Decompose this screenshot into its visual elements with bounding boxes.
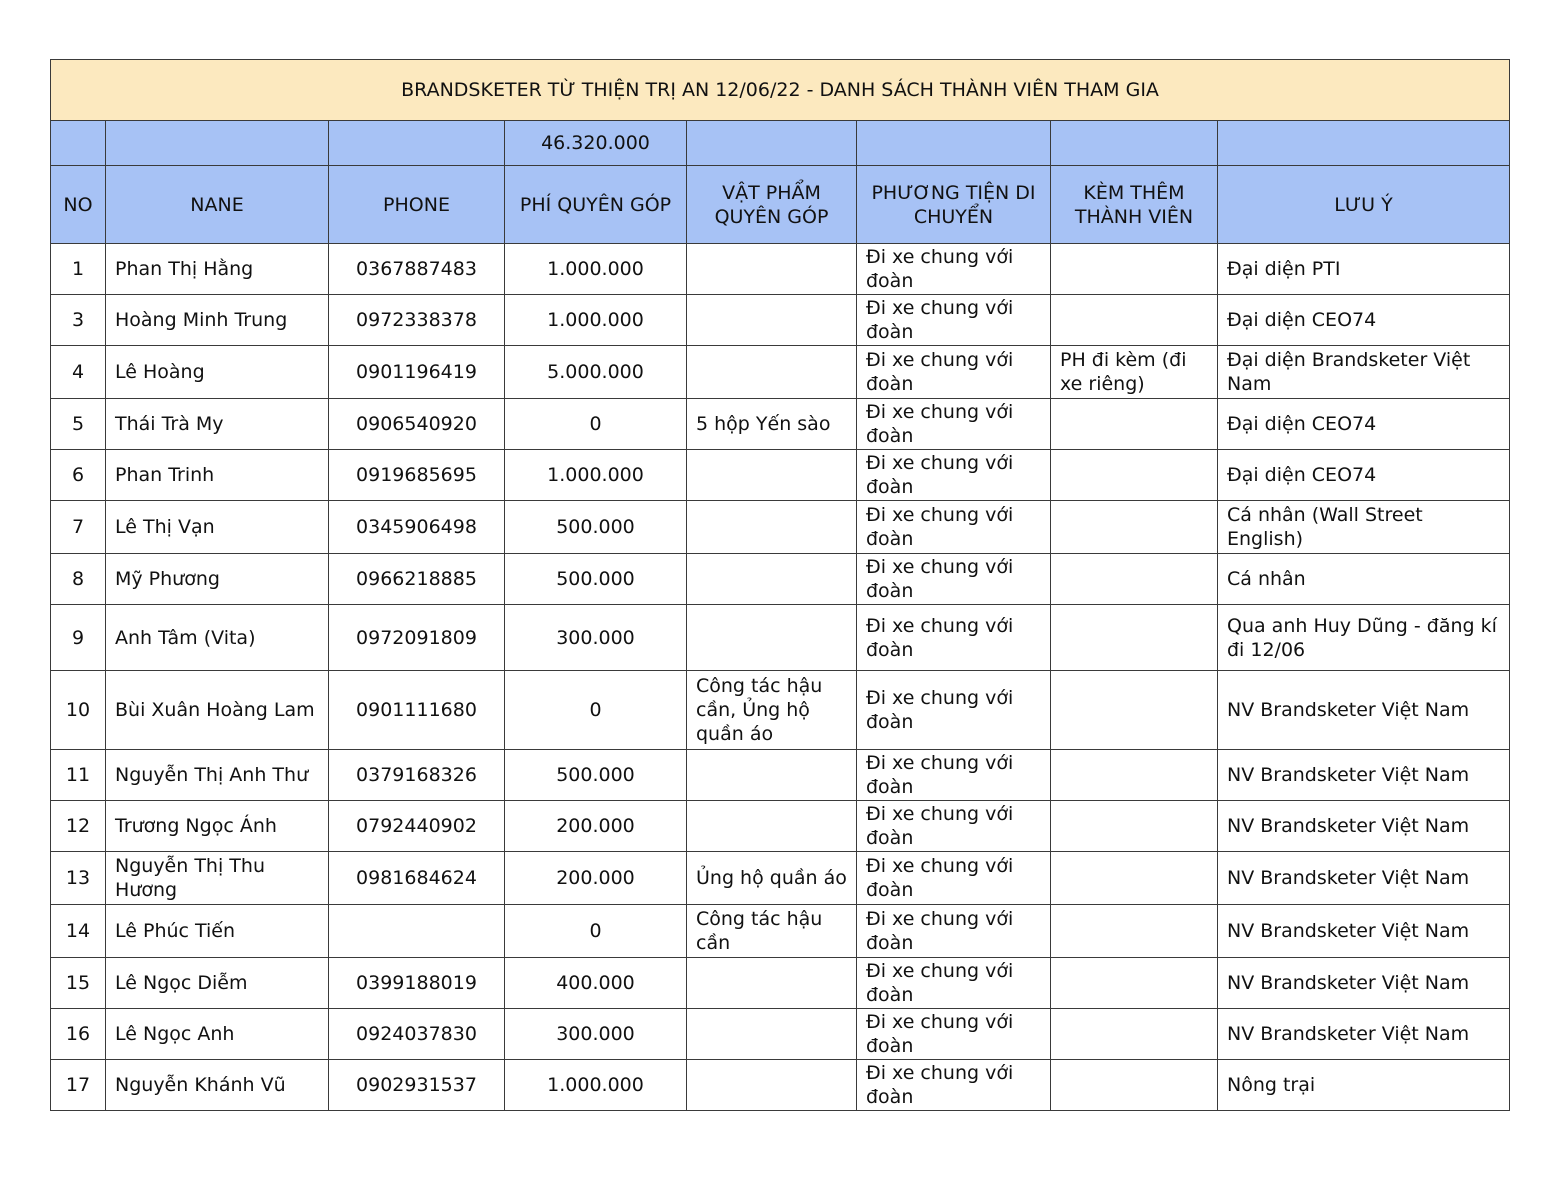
row-transport: Đi xe chung với đoàn (857, 801, 1051, 852)
row-no: 15 (51, 958, 106, 1009)
row-fee: 1.000.000 (505, 244, 687, 295)
row-phone: 0792440902 (329, 801, 505, 852)
header-transport: PHƯƠNG TIỆN DI CHUYỂN (857, 166, 1051, 244)
total-row (51, 121, 1510, 166)
participant-table (50, 59, 1510, 1111)
row-extra (1051, 801, 1218, 852)
row-note: Đại diện PTI (1218, 244, 1510, 295)
row-note: Cá nhân (Wall Street English) (1218, 501, 1510, 554)
row-fee: 5.000.000 (505, 346, 687, 399)
row-items: Công tác hậu cần, Ủng hộ quần áo (687, 671, 857, 750)
row-phone: 0399188019 (329, 958, 505, 1009)
row-transport: Đi xe chung với đoàn (857, 295, 1051, 346)
row-transport: Đi xe chung với đoàn (857, 554, 1051, 605)
row-fee: 300.000 (505, 605, 687, 671)
row-phone (329, 905, 505, 958)
row-extra: PH đi kèm (đi xe riêng) (1051, 346, 1218, 399)
total-cell-empty (329, 121, 505, 166)
row-name: Nguyễn Khánh Vũ (106, 1060, 329, 1111)
row-transport: Đi xe chung với đoàn (857, 1060, 1051, 1111)
row-name: Lê Thị Vạn (106, 501, 329, 554)
row-no: 7 (51, 501, 106, 554)
row-fee: 0 (505, 905, 687, 958)
total-cell-empty (687, 121, 857, 166)
row-items (687, 501, 857, 554)
row-items (687, 605, 857, 671)
row-no: 4 (51, 346, 106, 399)
row-fee: 1.000.000 (505, 295, 687, 346)
row-phone: 0902931537 (329, 1060, 505, 1111)
row-transport: Đi xe chung với đoàn (857, 905, 1051, 958)
row-items (687, 346, 857, 399)
total-cell-empty (857, 121, 1051, 166)
row-phone: 0924037830 (329, 1009, 505, 1060)
table-row (51, 501, 1510, 554)
row-note: NV Brandsketer Việt Nam (1218, 1009, 1510, 1060)
table-row (51, 554, 1510, 605)
row-transport: Đi xe chung với đoàn (857, 958, 1051, 1009)
table-row (51, 346, 1510, 399)
row-no: 13 (51, 852, 106, 905)
header-extra: KÈM THÊM THÀNH VIÊN (1051, 166, 1218, 244)
header-items: VẬT PHẨM QUYÊN GÓP (687, 166, 857, 244)
row-extra (1051, 1060, 1218, 1111)
total-cell-empty (1051, 121, 1218, 166)
table-body (51, 244, 1510, 1111)
row-note: Đại diện CEO74 (1218, 295, 1510, 346)
row-name: Lê Hoàng (106, 346, 329, 399)
row-extra (1051, 450, 1218, 501)
row-items (687, 295, 857, 346)
row-fee: 200.000 (505, 852, 687, 905)
row-transport: Đi xe chung với đoàn (857, 346, 1051, 399)
row-phone: 0367887483 (329, 244, 505, 295)
row-phone: 0345906498 (329, 501, 505, 554)
table-row (51, 801, 1510, 852)
row-items (687, 801, 857, 852)
row-name: Lê Ngọc Anh (106, 1009, 329, 1060)
row-fee: 500.000 (505, 501, 687, 554)
row-no: 6 (51, 450, 106, 501)
row-fee: 1.000.000 (505, 1060, 687, 1111)
row-name: Nguyễn Thị Anh Thư (106, 750, 329, 801)
table-row (51, 450, 1510, 501)
row-transport: Đi xe chung với đoàn (857, 852, 1051, 905)
table-row (51, 399, 1510, 450)
total-cell-empty (1218, 121, 1510, 166)
row-no: 1 (51, 244, 106, 295)
row-items (687, 958, 857, 1009)
row-items (687, 244, 857, 295)
row-no: 9 (51, 605, 106, 671)
row-phone: 0901196419 (329, 346, 505, 399)
table-row (51, 958, 1510, 1009)
row-transport: Đi xe chung với đoàn (857, 244, 1051, 295)
row-name: Nguyễn Thị Thu Hương (106, 852, 329, 905)
header-fee: PHÍ QUYÊN GÓP (505, 166, 687, 244)
row-note: NV Brandsketer Việt Nam (1218, 801, 1510, 852)
row-items (687, 450, 857, 501)
row-transport: Đi xe chung với đoàn (857, 450, 1051, 501)
table-row (51, 605, 1510, 671)
total-cell-empty (106, 121, 329, 166)
header-row (51, 166, 1510, 244)
row-items (687, 554, 857, 605)
table-row (51, 1060, 1510, 1111)
row-no: 3 (51, 295, 106, 346)
row-extra (1051, 244, 1218, 295)
row-transport: Đi xe chung với đoàn (857, 501, 1051, 554)
row-phone: 0906540920 (329, 399, 505, 450)
row-note: Đại diện CEO74 (1218, 399, 1510, 450)
title-row (51, 60, 1510, 121)
row-fee: 1.000.000 (505, 450, 687, 501)
row-note: NV Brandsketer Việt Nam (1218, 671, 1510, 750)
header-phone: PHONE (329, 166, 505, 244)
header-name: NANE (106, 166, 329, 244)
row-transport: Đi xe chung với đoàn (857, 399, 1051, 450)
row-no: 5 (51, 399, 106, 450)
row-note: NV Brandsketer Việt Nam (1218, 905, 1510, 958)
row-extra (1051, 958, 1218, 1009)
row-items (687, 1009, 857, 1060)
sheet-title: BRANDSKETER TỪ THIỆN TRỊ AN 12/06/22 - DANH SÁCH THÀNH VIÊN THAM GIA (51, 60, 1510, 121)
row-extra (1051, 905, 1218, 958)
row-phone: 0972091809 (329, 605, 505, 671)
row-note: Cá nhân (1218, 554, 1510, 605)
row-items: Ủng hộ quần áo (687, 852, 857, 905)
row-no: 8 (51, 554, 106, 605)
total-cell-empty (51, 121, 106, 166)
row-extra (1051, 554, 1218, 605)
row-items (687, 750, 857, 801)
row-fee: 300.000 (505, 1009, 687, 1060)
row-extra (1051, 295, 1218, 346)
row-fee: 200.000 (505, 801, 687, 852)
row-note: Đại diện CEO74 (1218, 450, 1510, 501)
table-row (51, 852, 1510, 905)
row-name: Lê Phúc Tiến (106, 905, 329, 958)
row-name: Bùi Xuân Hoàng Lam (106, 671, 329, 750)
row-extra (1051, 501, 1218, 554)
row-name: Mỹ Phương (106, 554, 329, 605)
row-note: Nông trại (1218, 1060, 1510, 1111)
row-phone: 0919685695 (329, 450, 505, 501)
row-phone: 0901111680 (329, 671, 505, 750)
row-note: NV Brandsketer Việt Nam (1218, 852, 1510, 905)
table-row (51, 1009, 1510, 1060)
header-no: NO (51, 166, 106, 244)
row-extra (1051, 1009, 1218, 1060)
row-phone: 0379168326 (329, 750, 505, 801)
row-extra (1051, 399, 1218, 450)
row-fee: 500.000 (505, 554, 687, 605)
row-note: Qua anh Huy Dũng - đăng kí đi 12/06 (1218, 605, 1510, 671)
row-no: 10 (51, 671, 106, 750)
row-transport: Đi xe chung với đoàn (857, 750, 1051, 801)
header-note: LƯU Ý (1218, 166, 1510, 244)
row-phone: 0981684624 (329, 852, 505, 905)
row-extra (1051, 750, 1218, 801)
row-name: Hoàng Minh Trung (106, 295, 329, 346)
row-phone: 0966218885 (329, 554, 505, 605)
row-no: 12 (51, 801, 106, 852)
row-no: 14 (51, 905, 106, 958)
row-note: NV Brandsketer Việt Nam (1218, 958, 1510, 1009)
row-items: Công tác hậu cần (687, 905, 857, 958)
table-row (51, 244, 1510, 295)
row-name: Lê Ngọc Diễm (106, 958, 329, 1009)
row-extra (1051, 605, 1218, 671)
row-transport: Đi xe chung với đoàn (857, 605, 1051, 671)
row-no: 17 (51, 1060, 106, 1111)
table-row (51, 295, 1510, 346)
row-name: Anh Tâm (Vita) (106, 605, 329, 671)
row-items: 5 hộp Yến sào (687, 399, 857, 450)
row-note: NV Brandsketer Việt Nam (1218, 750, 1510, 801)
table-row (51, 750, 1510, 801)
row-phone: 0972338378 (329, 295, 505, 346)
row-fee: 0 (505, 399, 687, 450)
table-row (51, 671, 1510, 750)
row-fee: 400.000 (505, 958, 687, 1009)
row-fee: 500.000 (505, 750, 687, 801)
row-transport: Đi xe chung với đoàn (857, 671, 1051, 750)
row-no: 11 (51, 750, 106, 801)
row-name: Phan Thị Hằng (106, 244, 329, 295)
row-transport: Đi xe chung với đoàn (857, 1009, 1051, 1060)
row-items (687, 1060, 857, 1111)
row-name: Phan Trinh (106, 450, 329, 501)
row-name: Trương Ngọc Ánh (106, 801, 329, 852)
row-name: Thái Trà My (106, 399, 329, 450)
row-note: Đại diện Brandsketer Việt Nam (1218, 346, 1510, 399)
total-amount: 46.320.000 (505, 121, 687, 166)
table-row (51, 905, 1510, 958)
row-no: 16 (51, 1009, 106, 1060)
row-extra (1051, 852, 1218, 905)
row-fee: 0 (505, 671, 687, 750)
row-extra (1051, 671, 1218, 750)
